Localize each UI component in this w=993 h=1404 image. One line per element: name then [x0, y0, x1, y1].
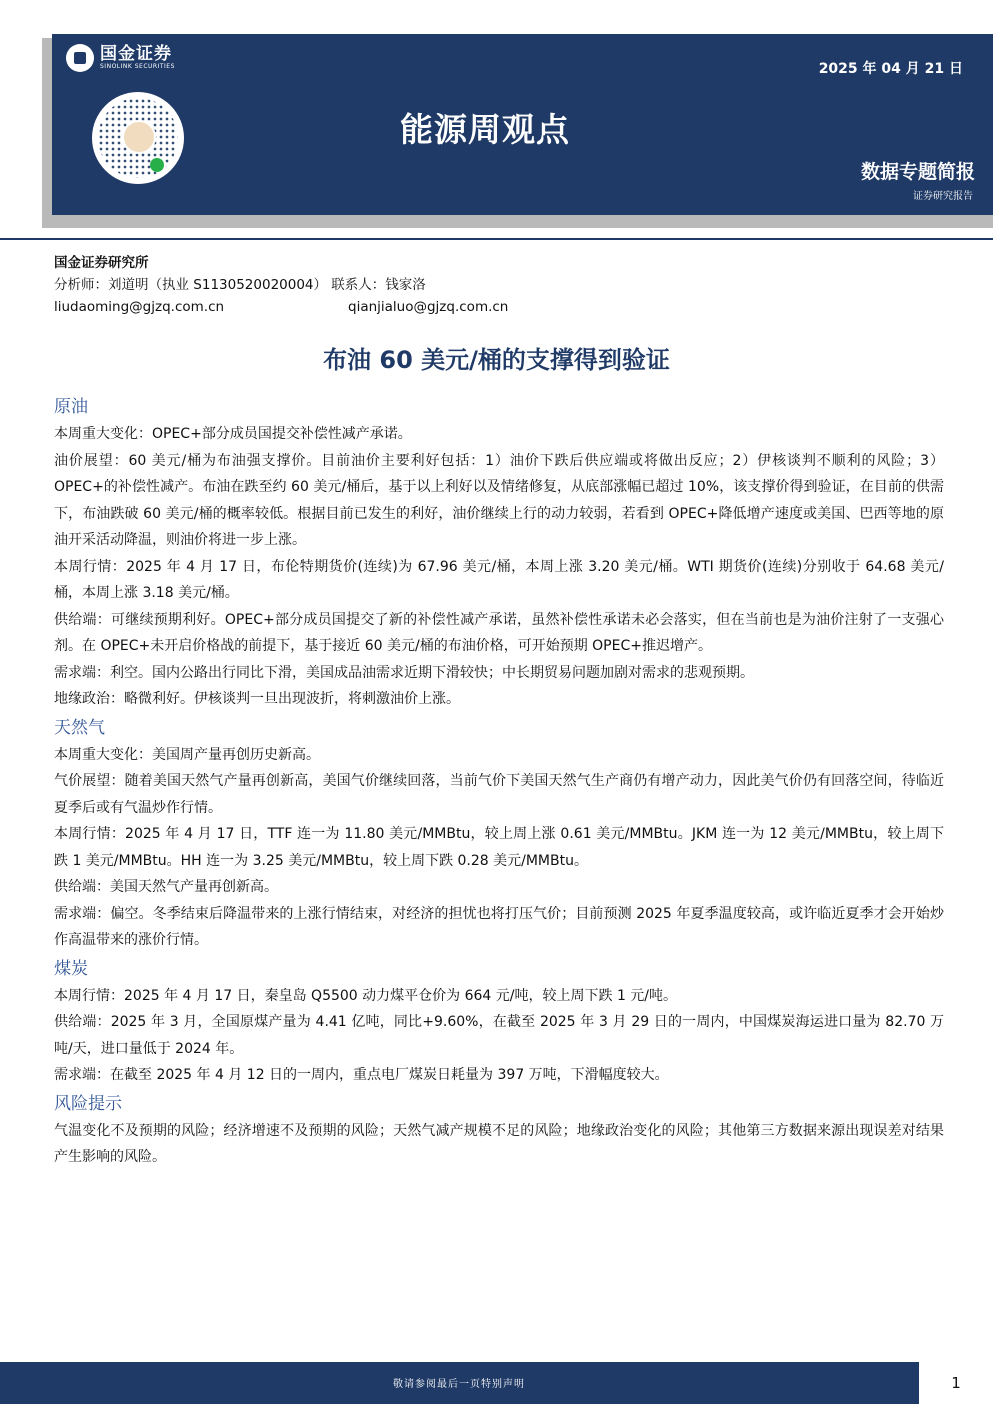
logo-mark-icon	[66, 44, 94, 72]
logo-en: SINOLINK SECURITIES	[100, 63, 175, 70]
paragraph: 供给端：2025 年 3 月，全国原煤产量为 4.41 亿吨，同比+9.60%，在截至 2025 年 3 月 29 日的一周内，中国煤炭海运进口量为 82.70 万吨/天，进口量低于 2024 年。	[54, 1014, 944, 1057]
section-heading: 原油	[54, 397, 88, 417]
analyst-line: 分析师：刘道明（执业 S1130520020004） 联系人：钱家洛	[54, 277, 426, 293]
paragraph: 供给端：美国天然气产量再创新高。	[54, 879, 278, 895]
paragraph: 需求端：在截至 2025 年 4 月 12 日的一周内，重点电厂煤炭日耗量为 397 万吨，下滑幅度较大。	[54, 1067, 669, 1083]
paragraph: 本周行情：2025 年 4 月 17 日，秦皇岛 Q5500 动力煤平仓价为 664 元/吨，较上周下跌 1 元/吨。	[54, 987, 678, 1004]
mini-program-icon	[150, 158, 164, 172]
qr-code-icon	[92, 92, 184, 184]
disclaimer-notice: 敬请参阅最后一页特别声明	[393, 1379, 525, 1390]
paragraph: 本周行情：2025 年 4 月 17 日，TTF 连一为 11.80 美元/MMBtu，较上周上涨 0.61 美元/MMBtu。JKM 连一为 12 美元/MMBtu，较上周下跌 1 美元/MMBtu。HH 连一为 3.25 美元/MMBtu，较上周下跌 0.28 美元/MMBtu。	[54, 826, 944, 869]
report-type: 数据专题简报	[860, 161, 975, 183]
document-title: 布油 60 美元/桶的支撑得到验证	[323, 346, 670, 374]
paragraph: 本周重大变化：OPEC+部分成员国提交补偿性减产承诺。	[54, 426, 412, 442]
section-coal	[54, 955, 944, 1089]
section-risk	[54, 1090, 944, 1171]
paragraph: 供给端：可继续预期利好。OPEC+部分成员国提交了新的补偿性减产承诺，虽然补偿性承诺未必会落实，但在当前也是为油价注射了一支强心剂。在 OPEC+未开启价格战的前提下，基于接近 60 美元/桶的布油价格，可开始预期 OPEC+推迟增产。	[54, 611, 944, 654]
paragraph: 气价展望：随着美国天然气产量再创新高，美国气价继续回落，当前气价下美国天然气生产商仍有增产动力，因此美气价仍有回落空间，待临近夏季后或有气温炒作行情。	[54, 773, 944, 816]
paragraph: 地缘政治：略微利好。伊核谈判一旦出现波折，将刺激油价上涨。	[54, 691, 460, 707]
qr-center-logo	[122, 120, 156, 154]
logo-text	[100, 45, 175, 71]
report-series-title: 能源周观点	[400, 110, 570, 149]
paragraph: 油价展望：60 美元/桶为布油强支撑价。目前油价主要利好包括：1）油价下跌后供应端或将做出反应；2）伊核谈判不顺利的风险；3）OPEC+的补偿性减产。布油在跌至约 60 美元/桶后，基于以上利好以及情绪修复，从底部涨幅已超过 10%，该支撑价得到验证，在目前的供需下，布油跌破 60 美元/桶的概率较低。根据目前已发生的利好，油价继续上行的动力较弱，若看到 OPEC+降低增产速度或美国、巴西等地的原油开采活动降温，则油价将进一步上涨。	[54, 452, 944, 548]
report-subtype: 证券研究报告	[913, 191, 973, 202]
report-date: 2025 年 04 月 21 日	[818, 61, 963, 77]
section-crude-oil	[54, 393, 944, 713]
logo-cn: 国金证券	[100, 44, 172, 64]
report-body	[54, 392, 944, 1171]
paragraph: 需求端：偏空。冬季结束后降温带来的上涨行情结束，对经济的担忧也将打压气价；目前预测 2025 年夏季温度较高，或许临近夏季才会开始炒作高温带来的涨价行情。	[54, 905, 944, 948]
analyst-emails	[54, 296, 509, 318]
contact-email[interactable]: qianjialuo@gjzq.com.cn	[348, 299, 509, 315]
section-heading: 风险提示	[54, 1093, 122, 1114]
page-number: 1	[918, 1362, 993, 1404]
paragraph: 本周行情：2025 年 4 月 17 日，布伦特期货价(连续)为 67.96 美元/桶，本周上涨 3.20 美元/桶。WTI 期货价(连续)分别收于 64.68 美元/桶，本周上涨 3.18 美元/桶。	[54, 558, 944, 601]
section-heading: 煤炭	[54, 958, 88, 979]
paragraph: 本周重大变化：美国周产量再创历史新高。	[54, 746, 320, 763]
analyst-block	[54, 252, 509, 318]
section-natural-gas	[54, 714, 944, 954]
research-org: 国金证券研究所	[54, 255, 149, 271]
page-footer	[0, 1362, 993, 1404]
paragraph: 需求端：利空。国内公路出行同比下滑，美国成品油需求近期下滑较快；中长期贸易问题加剧对需求的悲观预期。	[54, 664, 754, 681]
header-divider	[0, 238, 993, 240]
section-heading: 天然气	[54, 717, 105, 738]
company-logo	[66, 44, 175, 72]
analyst-email[interactable]: liudaoming@gjzq.com.cn	[54, 299, 225, 315]
paragraph: 气温变化不及预期的风险；经济增速不及预期的风险；天然气减产规模不足的风险；地缘政治变化的风险；其他第三方数据来源出现误差对结果产生影响的风险。	[54, 1122, 944, 1165]
